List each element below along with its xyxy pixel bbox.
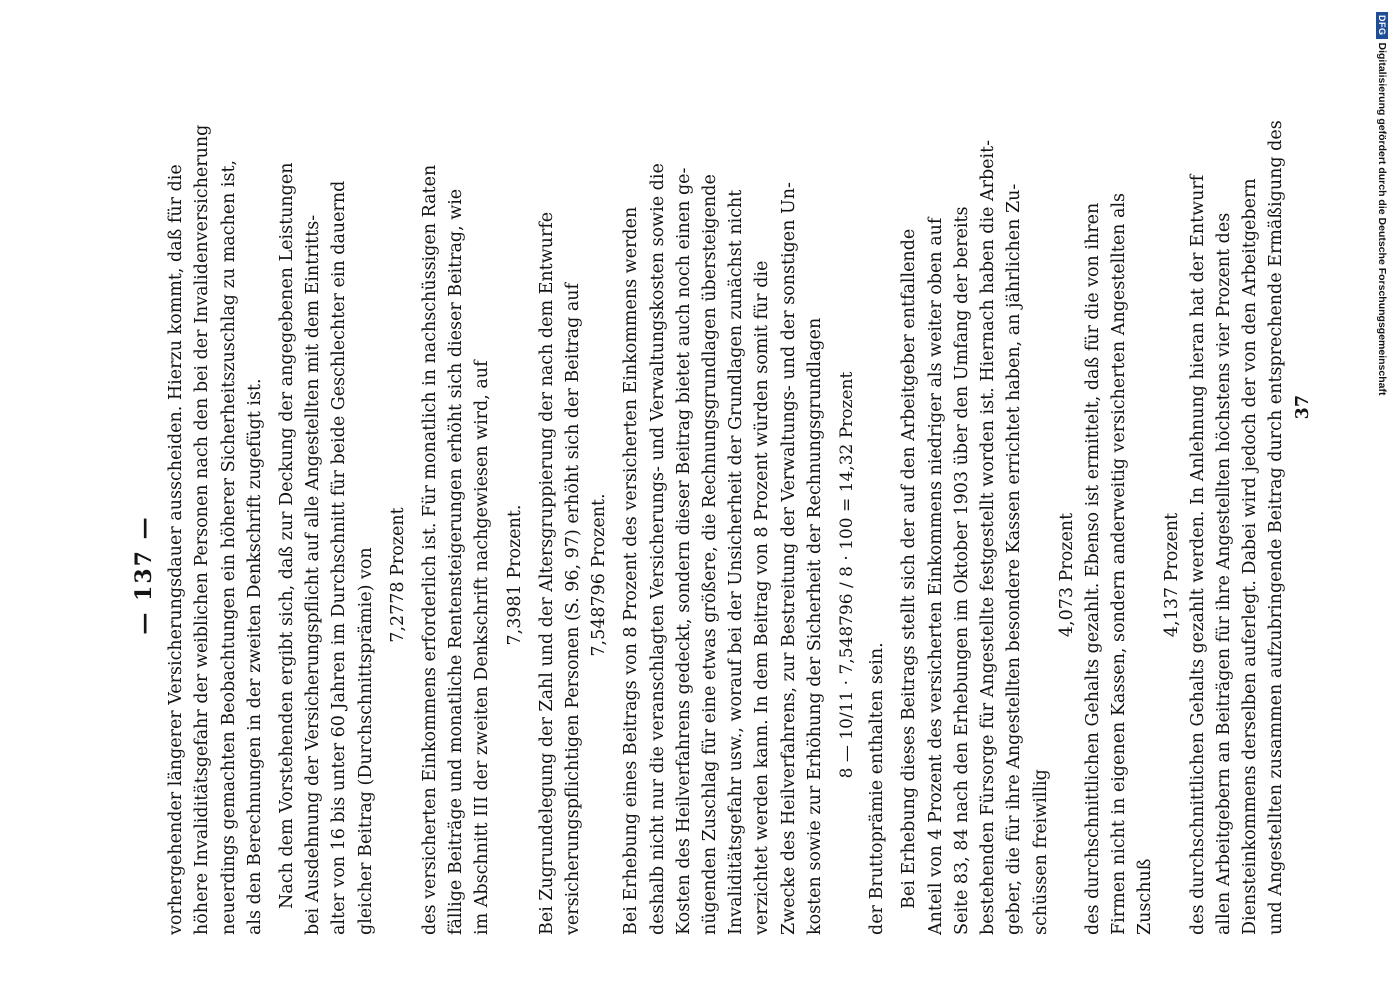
value-line-7-548796: 7,548796 Prozent. [589,493,610,657]
text-line: und Angestellten zusammen aufzubringende Beitrag durch entsprechende Ermäßigung des [1266,120,1287,935]
page-number-header: — 137 — [131,515,157,635]
text-line: deshalb nicht nur die veranschlagten Versicherungs- und Verwaltungskosten sowie die [647,163,668,935]
text-line: im Abschnitt III der zweiten Denkschrift nachgewiesen wird, auf [472,360,493,935]
text-line: schüssen freiwillig [1030,769,1051,935]
text-line: des durchschnittlichen Gehalts gezahlt. Ebenso ist ermittelt, daß für die von ihren [1082,202,1103,935]
text-line: neuerdings gemachten Beobachtungen ein höherer Sicherheitszuschlag zu machen ist, [218,159,239,935]
text-line: gleicher Beitrag (Durchschnittsprämie) von [355,547,376,935]
text-line: alter von 16 bis unter 60 Jahren im Durchschnitt für beide Geschlechter ein dauernd [329,180,350,935]
text-line: Anteil von 4 Prozent des versicherten Einkommens niedriger als weiter oben auf [925,217,946,935]
credit-text: Digitalisierung gefördert durch die Deutsche Forschungsgemeinschaft [1376,42,1388,396]
value-line-7-3981: 7,3981 Prozent. [504,504,525,646]
text-line: Firmen nicht in eigenen Kassen, sondern anderweitig versicherten Angestellten als [1109,192,1130,935]
text-line: Zuschuß [1135,858,1156,935]
text-line: der Bruttoprämie enthalten sein. [867,642,888,935]
text-line: Diensteinkommens derselben auferlegt. Dabei wird jedoch der von den Arbeitgebern [1240,178,1261,935]
text-line: höhere Invaliditätsgefahr der weiblichen Personen nach den bei der Invalidenversicherung [192,124,213,935]
text-line: Seite 83, 84 nach den Erhebungen im Oktober 1903 über den Umfang der bereits [951,206,972,935]
value-line-7-2778: 7,2778 Prozent [387,507,408,643]
text-line: Zwecke des Heilverfahrens, zur Bestreitung der Verwaltungs- und der sonstigen Un- [778,182,799,935]
book-page-rotated [131,120,1313,935]
text-line: allen Arbeitgebern an Beiträgen für ihre Angestellten höchstens vier Prozent des [1213,212,1234,935]
paragraph-7 [896,139,1053,935]
value-line-4-137: 4,137 Prozent [1161,512,1182,638]
paragraph-8 [1080,192,1159,935]
text-line: bestehenden Fürsorge für Angestellte festgestellt worden ist. Hiernach haben die Arbeit- [978,139,999,935]
formula-line: 8 — 10/11 · 7,548796 / 8 · 100 = 14,32 Prozent [837,371,858,779]
digitization-credit [1372,12,1392,396]
text-line: fällige Beiträge und monatliche Rentensteigerungen erhöht sich dieser Beitrag, wie [446,188,467,935]
paragraph-4 [534,211,586,935]
text-line: bei Ausdehnung der Versicherungspflicht auf alle Angestellten mit dem Eintritts- [303,214,324,935]
text-line: vorhergehender längerer Versicherungsdauer ausscheiden. Hierzu kommt, daß für die [166,164,187,935]
text-line: Bei Erhebung eines Beitrags von 8 Prozent des versicherten Einkommens werden [621,206,642,935]
paragraph-1 [163,124,268,935]
signature-mark: 37 [1292,395,1313,420]
text-line: Kosten des Heilverfahrens gedeckt, sondern dieser Beitrag bietet auch noch einen ge- [673,167,694,935]
paragraph-3 [417,164,496,935]
text-line: Bei Erhebung dieses Beitrags stellt sich der auf den Arbeitgeber entfallende [899,228,920,909]
paragraph-9 [1185,120,1290,935]
text-line: geber, die für ihre Angestellten besondere Kassen errichtet haben, an jährlichen Zu- [1004,183,1025,935]
text-line: nügenden Zuschlag für eine etwas größere, die Rechnungsgrundlagen übersteigende [700,174,721,935]
value-line-4-073: 4,073 Prozent [1056,512,1077,638]
paragraph-5 [618,163,828,935]
text-line: Nach dem Vorstehenden ergibt sich, daß zur Deckung der angegebenen Leistungen [277,162,298,909]
text-line: des durchschnittlichen Gehalts gezahlt werden. In Anlehnung hieran hat der Entwurf [1187,174,1208,935]
text-line: kosten sowie zur Erhöhung der Sicherheit der Rechnungsgrundlagen [804,317,825,935]
paragraph-2 [274,162,379,935]
text-line: als den Berechnungen in der zweiten Denkschrift zugefügt ist. [244,378,265,935]
dfg-logo: DFG [1376,12,1388,39]
text-line: Invaliditätsgefahr usw., worauf bei der Unsicherheit der Grundlagen zunächst nicht [726,189,747,935]
paragraph-6 [864,215,890,935]
text-line: versicherungspflichtigen Personen (S. 96, 97) erhöht sich der Beitrag auf [563,282,584,935]
text-line: Bei Zugrundelegung der Zahl und der Altersgruppierung der nach dem Entwurfe [536,211,557,935]
text-line: verzichtet werden kann. In dem Beitrag von 8 Prozent würden somit für die [752,260,773,935]
text-line: des versicherten Einkommens erforderlich ist. Für monatlich in nachschüssigen Raten [420,164,441,935]
